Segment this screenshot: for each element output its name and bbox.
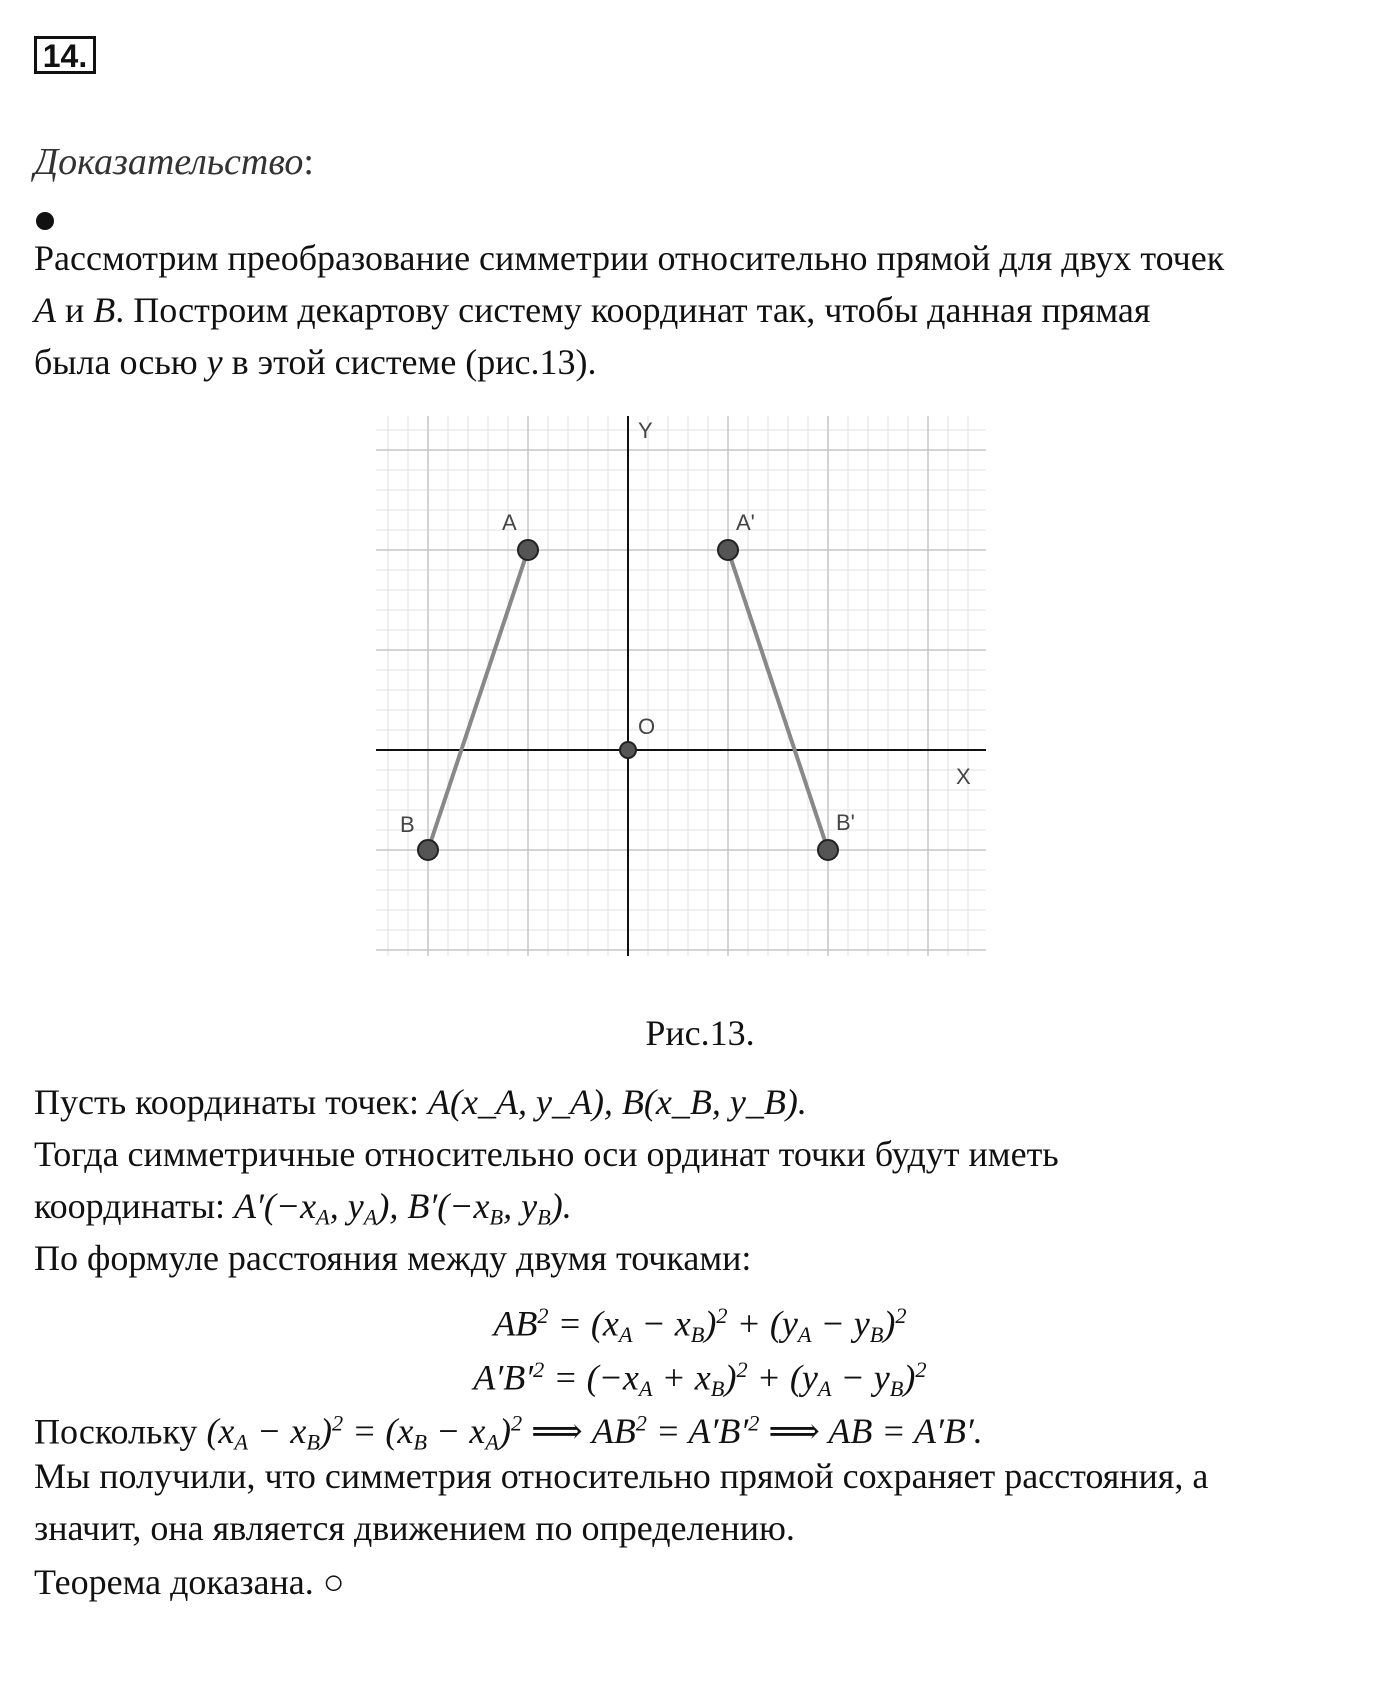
figure-13 (376, 416, 996, 981)
segment-a-prime-b-prime (728, 550, 828, 850)
and-word: и (65, 290, 85, 330)
y-axis-ref: y (206, 342, 223, 382)
point-b-ref: B (93, 290, 116, 330)
point-origin (620, 742, 636, 758)
intro-line-1: Рассмотрим преобразование симметрии относительно прямой для двух точек (34, 238, 1225, 278)
symmetric-line-2 (34, 1186, 572, 1238)
point-a-ref: A (34, 290, 56, 330)
distance-intro: По формуле расстояния между двумя точками: (34, 1238, 752, 1278)
symmetric-line-1: Тогда симметричные относительно оси ординат точки будут иметь (34, 1134, 1059, 1174)
x-axis-label: X (956, 764, 971, 789)
coords-line (34, 1082, 807, 1122)
proof-heading (34, 140, 314, 184)
problem-number: 14. (34, 36, 96, 74)
formula-ab: $AB^2 = (x_A - x_B)^2 + (y_A - y_B)^2$ (493, 1303, 907, 1347)
conclusion-line-1: Мы получили, что симметрия относительно прямой сохраняет расстояния, а (34, 1456, 1209, 1496)
point-b-prime (818, 840, 838, 860)
intro-line-3-end: в этой системе (рис.13). (231, 342, 597, 382)
coords-formula (428, 1082, 807, 1122)
proof-heading-colon: : (303, 141, 314, 183)
point-b-prime-label: B' (836, 810, 855, 835)
symmetric-text: координаты: (34, 1186, 226, 1226)
since-text: Поскольку (34, 1411, 198, 1452)
since-formula: $(x_A - x_B)^2 = (x_B - x_A)^2$ ⟹ $AB^2 = A'B'^2$ ⟹ AB = A′B′. (206, 1411, 983, 1455)
point-b-label: B (400, 812, 415, 837)
intro-line-3 (34, 342, 597, 382)
point-a-prime-label: A' (736, 510, 755, 535)
point-b (418, 840, 438, 860)
intro-line-2-rest: . Построим декартову систему координат так, чтобы данная прямая (115, 290, 1151, 330)
y-axis-label: Y (638, 418, 653, 443)
intro-line-2 (34, 290, 1150, 330)
since-line (34, 1404, 983, 1463)
formula-a-prime-b-prime: $A'B'^2 = (-x_A + x_B)^2 + (y_A - y_B)^2$ (473, 1357, 927, 1401)
qed-line: Теорема доказана. ○ (34, 1562, 345, 1602)
coords-text: Пусть координаты точек: (34, 1082, 420, 1122)
symmetric-formula: $A'(-x_A$, $y_A$), $B'(-x_B$, $y_B$). (234, 1186, 572, 1230)
proof-heading-text: Доказательство (34, 141, 304, 183)
intro-line-3-start: была осью (34, 342, 198, 382)
segment-ab (428, 550, 528, 850)
conclusion-line-2: значит, она является движением по определению. (34, 1508, 795, 1548)
origin-label: O (638, 714, 656, 739)
point-a-prime (718, 540, 738, 560)
coords-formula-text: A(x_A, y_A), B(x_B, y_B). (428, 1082, 807, 1122)
point-a-label: A (502, 510, 517, 535)
bullet-marker (36, 212, 54, 230)
point-a (518, 540, 538, 560)
coordinate-plane (376, 416, 996, 976)
figure-caption: Рис.13. (645, 1013, 755, 1053)
